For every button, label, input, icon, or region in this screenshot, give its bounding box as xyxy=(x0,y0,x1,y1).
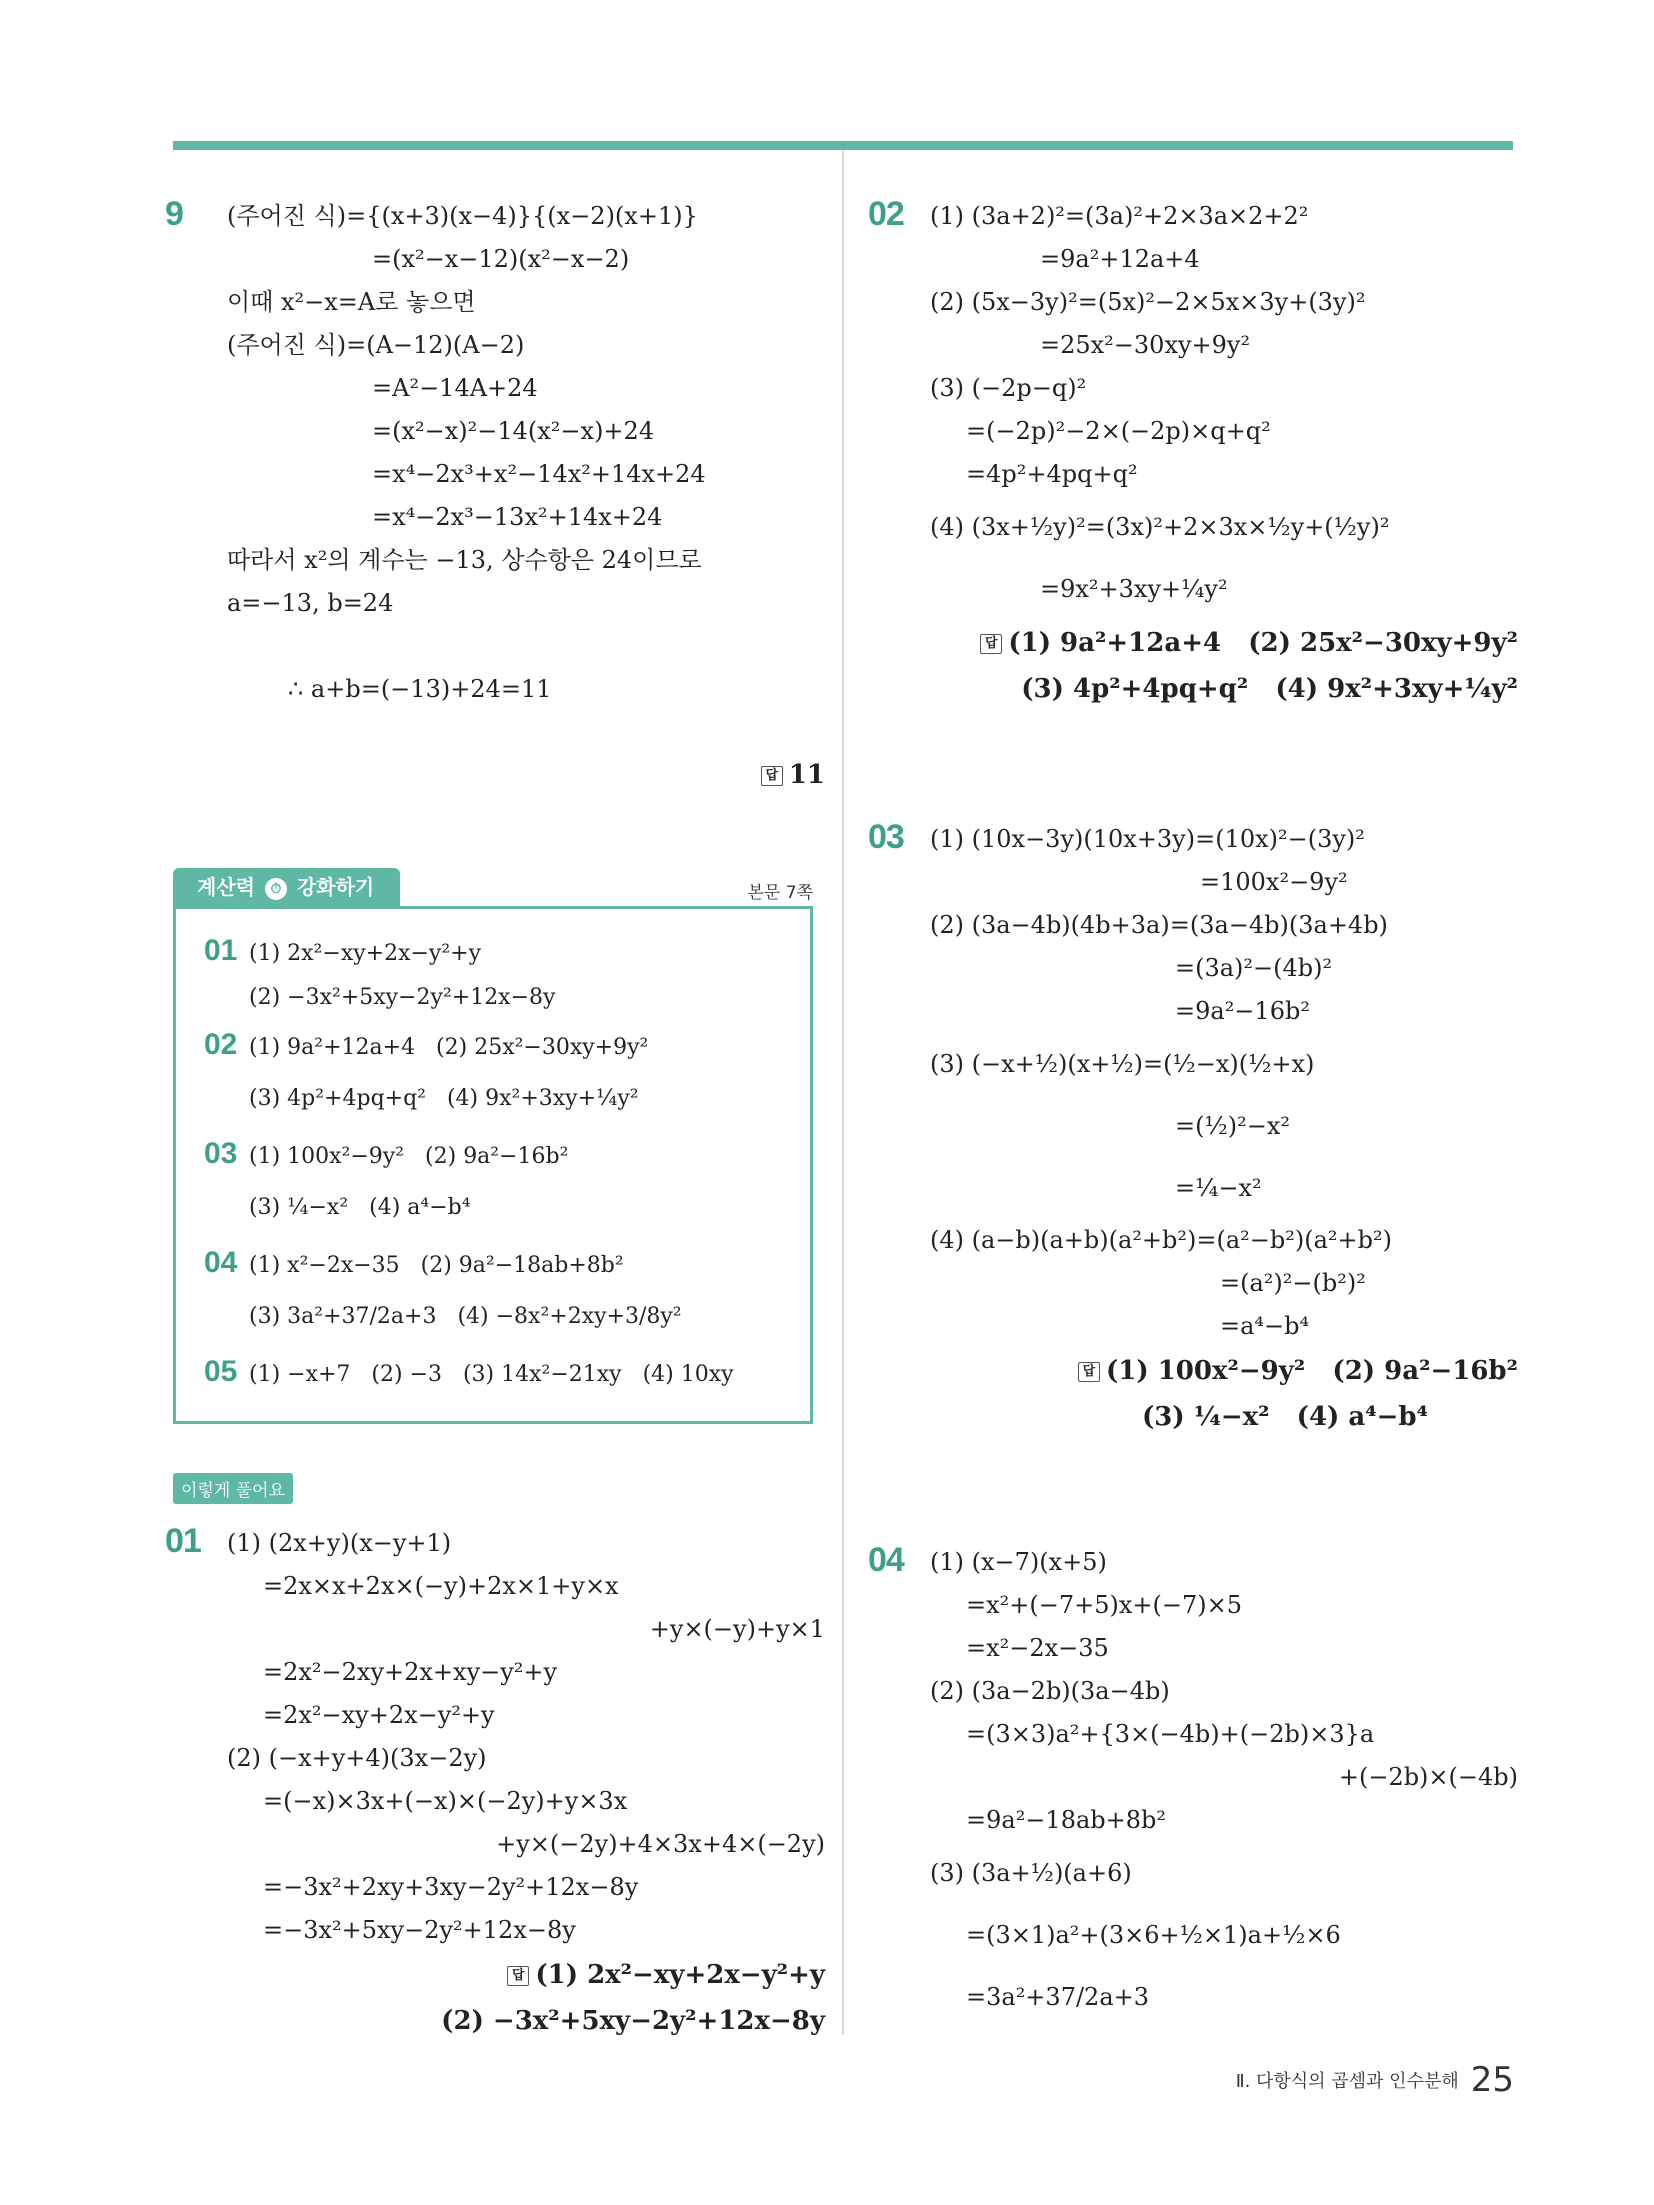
calc-row xyxy=(204,1177,792,1239)
answer-value: (1) 100x²−9y² (2) 9a²−16b² xyxy=(1105,1356,1518,1386)
calc-row xyxy=(204,974,792,1021)
problem-04 xyxy=(868,1541,1518,2028)
solution-line: =(3×3)a²+{3×(−4b)+(−2b)×3}a xyxy=(966,1720,1375,1748)
calc-row xyxy=(204,1348,792,1395)
solution-line: =x²+(−7+5)x+(−7)×5 xyxy=(966,1591,1242,1619)
solution-line: (1) (x−7)(x+5) xyxy=(930,1548,1107,1576)
solution-line: =2x²−xy+2x−y²+y xyxy=(263,1701,495,1729)
answer-value: (1) 9a²+12a+4 (2) 25x²−30xy+9y² xyxy=(1008,628,1518,658)
solution-line xyxy=(227,625,825,790)
calc-text: (1) 9a²+12a+4 (2) 25x²−30xy+9y² xyxy=(249,1035,649,1060)
solution-line: (2) (5x−3y)²=(5x)²−2×5x×3y+(3y)² xyxy=(930,288,1366,316)
answer-line xyxy=(227,1952,825,1998)
solution-line: (1) (3a+2)²=(3a)²+2×3a×2+2² xyxy=(930,202,1309,230)
solution-line: (주어진 식)=(A−12)(A−2) xyxy=(227,331,525,359)
solution-line: =(−2p)²−2×(−2p)×q+q² xyxy=(966,417,1271,445)
solution-line: 이때 x²−x=A로 놓으면 xyxy=(227,288,476,316)
solution-badge: 이렇게 풀어요 xyxy=(173,1473,293,1504)
answer-line: (3) 4p²+4pq+q² (4) 9x²+3xy+¼y² xyxy=(1021,674,1518,704)
calc-number: 04 xyxy=(204,1246,238,1279)
answer-line xyxy=(930,620,1518,666)
chapter-title: Ⅱ. 다항식의 곱셈과 인수분해 xyxy=(1235,2071,1459,2092)
solution-line: =25x²−30xy+9y² xyxy=(1040,331,1251,359)
solution-line: +(−2b)×(−4b) xyxy=(1338,1763,1518,1791)
solution-line: =a⁴−b⁴ xyxy=(1220,1312,1310,1340)
solution-line: =2x²−2xy+2x+xy−y²+y xyxy=(263,1658,558,1686)
solution-line: =(−x)×3x+(−x)×(−2y)+y×3x xyxy=(263,1787,628,1815)
calc-row xyxy=(204,927,792,974)
solution-line: (3) (3a+½)(a+6) xyxy=(930,1859,1132,1887)
calc-text: (1) 100x²−9y² (2) 9a²−16b² xyxy=(249,1144,569,1169)
calc-tab-label-2: 강화하기 xyxy=(296,875,375,899)
answer xyxy=(670,711,825,840)
problem-01 xyxy=(165,1522,825,2044)
solution-line: a=−13, b=24 xyxy=(227,589,394,617)
calc-text: (3) 3a²+37/2a+3 (4) −8x²+2xy+3/8y² xyxy=(249,1304,682,1329)
calc-practice-box xyxy=(173,868,813,1424)
problem-number: 01 xyxy=(165,1522,201,1560)
column-divider xyxy=(842,150,844,2035)
left-column xyxy=(165,195,825,790)
solution-line: =4p²+4pq+q² xyxy=(966,460,1138,488)
calc-text: (3) ¼−x² (4) a⁴−b⁴ xyxy=(249,1195,471,1220)
solution-line: (4) (3x+½y)²=(3x)²+2×3x×½y+(½y)² xyxy=(930,513,1390,541)
answer-value: (1) 2x²−xy+2x−y²+y xyxy=(535,1960,825,1990)
solution-line: +y×(−y)+y×1 xyxy=(649,1615,825,1643)
solution-line: =−3x²+2xy+3xy−2y²+12x−8y xyxy=(263,1873,639,1901)
solution-line: (4) (a−b)(a+b)(a²+b²)=(a²−b²)(a²+b²) xyxy=(930,1226,1392,1254)
solution-line: +y×(−2y)+4×3x+4×(−2y) xyxy=(496,1830,825,1858)
solution-line: =9a²−18ab+8b² xyxy=(966,1806,1166,1834)
solution-line: =9a²+12a+4 xyxy=(1040,245,1200,273)
calc-number: 05 xyxy=(204,1355,238,1388)
solution-line: =x²−2x−35 xyxy=(966,1634,1109,1662)
solution-line: =100x²−9y² xyxy=(1200,868,1348,896)
page-number: 25 xyxy=(1470,2060,1514,2100)
solution-line: (2) (3a−4b)(4b+3a)=(3a−4b)(3a+4b) xyxy=(930,911,1388,939)
answer-icon: 답 xyxy=(507,1966,529,1986)
problem-number: 04 xyxy=(868,1541,904,1579)
answer-line: (2) −3x²+5xy−2y²+12x−8y xyxy=(441,2006,825,2036)
solution-line: =2x×x+2x×(−y)+2x×1+y×x xyxy=(263,1572,619,1600)
solution-line: =x⁴−2x³+x²−14x²+14x+24 xyxy=(372,460,706,488)
calc-row xyxy=(204,1239,792,1286)
solution-line: =A²−14A+24 xyxy=(372,374,538,402)
calc-text: (3) 4p²+4pq+q² (4) 9x²+3xy+¼y² xyxy=(249,1086,639,1111)
solution-line: (1) (2x+y)(x−y+1) xyxy=(227,1529,452,1557)
answer-line xyxy=(930,1348,1518,1394)
solution-line: =(x²−x)²−14(x²−x)+24 xyxy=(372,417,655,445)
stopwatch-icon: ⏱ xyxy=(265,878,287,900)
solution-line: (3) (−x+½)(x+½)=(½−x)(½+x) xyxy=(930,1050,1315,1078)
calc-row xyxy=(204,1021,792,1068)
calc-text: (1) x²−2x−35 (2) 9a²−18ab+8b² xyxy=(249,1253,624,1278)
calc-text: (2) −3x²+5xy−2y²+12x−8y xyxy=(249,985,556,1010)
problem-number: 02 xyxy=(868,195,904,233)
answer-icon: 답 xyxy=(761,766,783,786)
problem-number: 9 xyxy=(165,195,183,233)
solution-line: (3) (−2p−q)² xyxy=(930,374,1087,402)
solution-line: (1) (10x−3y)(10x+3y)=(10x)²−(3y)² xyxy=(930,825,1365,853)
final-step: ∴ a+b=(−13)+24=11 xyxy=(288,675,552,703)
calc-answers xyxy=(173,906,813,1424)
solution-line: (2) (3a−2b)(3a−4b) xyxy=(930,1677,1170,1705)
solution-line: (주어진 식)={(x+3)(x−4)}{(x−2)(x+1)} xyxy=(227,202,698,230)
solution-line: =3a²+37/2a+3 xyxy=(966,1983,1149,2011)
calc-row xyxy=(204,1068,792,1130)
page-reference: 본문 7쪽 xyxy=(747,883,813,903)
solution-line: =(a²)²−(b²)² xyxy=(1220,1269,1366,1297)
answer-line: (3) ¼−x² (4) a⁴−b⁴ xyxy=(1141,1402,1428,1432)
answer-icon: 답 xyxy=(1078,1362,1100,1382)
solution-line: =9x²+3xy+¼y² xyxy=(1040,575,1228,603)
solution-line: =x⁴−2x³−13x²+14x+24 xyxy=(372,503,663,531)
page-footer xyxy=(1236,2060,1514,2100)
problem-03 xyxy=(868,818,1518,1440)
calc-text: (1) 2x²−xy+2x−y²+y xyxy=(249,941,482,966)
calc-number: 02 xyxy=(204,1028,238,1061)
answer-value: 11 xyxy=(788,760,825,790)
solution-line: =9a²−16b² xyxy=(1175,997,1310,1025)
solution-line: (2) (−x+y+4)(3x−2y) xyxy=(227,1744,487,1772)
solution-line: =(3a)²−(4b)² xyxy=(1175,954,1333,982)
solution-line: =(3×1)a²+(3×6+½×1)a+½×6 xyxy=(966,1921,1341,1949)
calc-number: 01 xyxy=(204,934,238,967)
calc-number: 03 xyxy=(204,1137,238,1170)
top-rule xyxy=(173,141,1513,150)
solution-line: 따라서 x²의 계수는 −13, 상수항은 24이므로 xyxy=(227,546,702,574)
solution-line: =¼−x² xyxy=(1175,1174,1262,1202)
calc-tab-label: 계산력 xyxy=(197,875,255,899)
calc-text: (1) −x+7 (2) −3 (3) 14x²−21xy (4) 10xy xyxy=(249,1362,734,1387)
calc-row xyxy=(204,1130,792,1177)
problem-02 xyxy=(868,195,1518,712)
calc-tab xyxy=(173,868,400,906)
solution-line: =−3x²+5xy−2y²+12x−8y xyxy=(263,1916,576,1944)
answer-icon: 답 xyxy=(980,634,1002,654)
problem-9 xyxy=(165,195,825,790)
solution-line: =(x²−x−12)(x²−x−2) xyxy=(372,245,630,273)
problem-number: 03 xyxy=(868,818,904,856)
calc-row xyxy=(204,1286,792,1348)
solution-line: =(½)²−x² xyxy=(1175,1112,1290,1140)
